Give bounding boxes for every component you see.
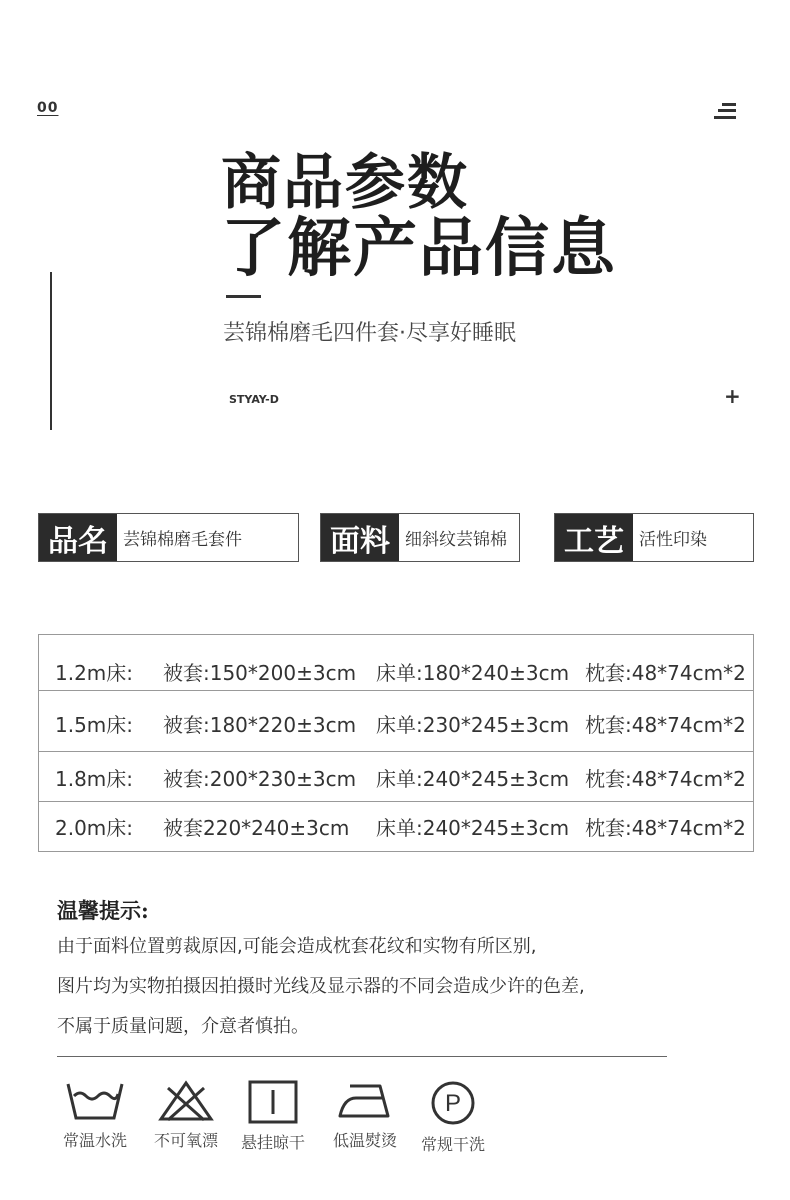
divider [57, 1056, 667, 1057]
spec-value: 细斜纹芸锦棉 [405, 530, 507, 550]
low-iron-icon [336, 1080, 394, 1122]
care-label: 常温水洗 [62, 1131, 127, 1150]
title-underline [226, 295, 261, 298]
subtitle: 芸锦棉磨毛四件套·尽享好睡眠 [223, 321, 516, 346]
tip-line: 由于面料位置剪裁原因,可能会造成枕套花纹和实物有所区别, [57, 936, 537, 957]
page-number: 00 [37, 100, 59, 116]
spec-name [38, 513, 299, 562]
menu-icon[interactable] [714, 103, 736, 119]
pillow-size: 枕套:48*74cm*2 [585, 713, 746, 737]
pillow-size: 枕套:48*74cm*2 [585, 661, 746, 685]
plus-icon[interactable]: + [724, 384, 741, 408]
bed-size: 2.0m床: [55, 816, 134, 840]
row-divider [39, 751, 753, 752]
sheet-size: 床单:230*245±3cm [376, 713, 570, 737]
no-bleach-icon [158, 1080, 214, 1122]
svg-text:P: P [444, 1090, 462, 1117]
spec-value: 活性印染 [639, 530, 707, 550]
duvet-size: 被套:180*220±3cm [163, 713, 357, 737]
duvet-size: 被套220*240±3cm [163, 816, 350, 840]
care-item-no-bleach [143, 1080, 229, 1151]
care-item-hang-dry [230, 1080, 316, 1153]
spec-value: 芸锦棉磨毛套件 [123, 530, 242, 550]
pillow-size: 枕套:48*74cm*2 [585, 767, 746, 791]
spec-key: 品名 [39, 514, 117, 561]
row-divider [39, 690, 753, 691]
row-divider [39, 801, 753, 802]
pillow-size: 枕套:48*74cm*2 [585, 816, 746, 840]
care-label: 低温熨烫 [332, 1131, 397, 1150]
care-item-low-iron [322, 1080, 408, 1151]
spec-process [554, 513, 754, 562]
spec-key: 面料 [321, 514, 399, 561]
spec-fabric [320, 513, 520, 562]
page-title: 商品参数 [221, 148, 469, 218]
vertical-divider [50, 272, 52, 430]
hang-dry-icon [248, 1080, 298, 1124]
size-table [38, 634, 754, 852]
care-label: 悬挂晾干 [240, 1133, 305, 1152]
care-item-dry-clean [410, 1080, 496, 1155]
care-label: 常规干洗 [420, 1135, 485, 1154]
care-label: 不可氧漂 [153, 1131, 218, 1150]
page-title-line2: 了解产品信息 [221, 211, 617, 286]
product-code: STYAY-D [229, 393, 279, 406]
wash-icon [65, 1080, 125, 1122]
tip-line: 图片均为实物拍摄因拍摄时光线及显示器的不同会造成少许的色差, [57, 976, 585, 997]
sheet-size: 床单:240*245±3cm [376, 767, 570, 791]
dry-clean-p-icon [430, 1080, 476, 1126]
care-item-wash [52, 1080, 138, 1151]
sheet-size: 床单:240*245±3cm [376, 816, 570, 840]
sheet-size: 床单:180*240±3cm [376, 661, 570, 685]
tip-line: 不属于质量问题，介意者慎拍。 [57, 1016, 309, 1037]
duvet-size: 被套:200*230±3cm [163, 767, 357, 791]
duvet-size: 被套:150*200±3cm [163, 661, 357, 685]
tips-title: 温馨提示: [57, 898, 149, 923]
spec-key: 工艺 [555, 514, 633, 561]
bed-size: 1.5m床: [55, 713, 134, 737]
bed-size: 1.2m床: [55, 661, 134, 685]
bed-size: 1.8m床: [55, 767, 134, 791]
